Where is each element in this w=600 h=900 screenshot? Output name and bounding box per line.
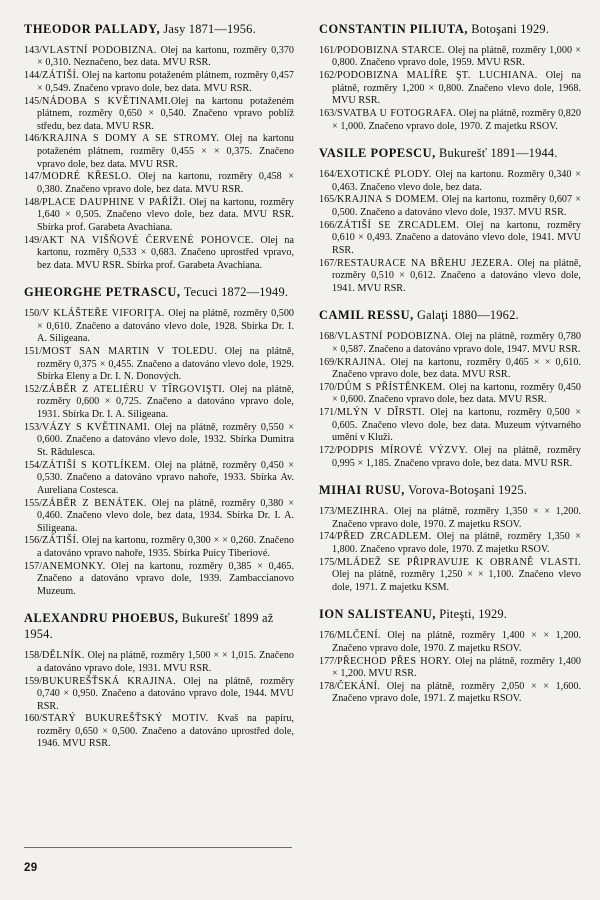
entry-title: MLÁDEŽ SE PŘIPRAVUJE K OBRANĚ VLASTI. [337,556,581,568]
artist-place-dates: Bukurešť 1891—1944. [439,146,558,161]
entry-title: VLASTNÍ PODOBIZNA. [337,331,452,343]
entry-title: MEZIHRA. [337,506,389,518]
catalog-entry [319,681,581,706]
catalog-entry [319,656,581,681]
entry-title: MODRÉ KŘESLO. [42,171,132,183]
entry-description: Olej na plátně, rozměry 0,740 × 0,950. Značeno a datováno vpravo dole, 1944. MVU RSR. [37,675,294,712]
entry-title: PŘECHOD PŘES HORY. [337,655,452,667]
entry-description: Olej na kartonu, rozměry 0,385 × 0,465. Značeno a datováno vpravo dole, 1939. Zambaccianovo Muzeum. [37,560,294,597]
catalog-entry-list [319,169,581,295]
page-number: 29 [24,862,38,874]
artist-place-dates: Galaţi 1880—1962. [416,308,519,323]
entry-title: BUKUREŠŤSKÁ KRAJINA. [42,675,176,687]
catalog-entry [319,258,581,296]
entry-description: Olej na plátně, rozměry 0,780 × 0,587. Značeno a datováno vpravo dole, 1947. MVU RSR. [332,331,581,355]
entry-description: Olej na kartonu. Rozměry 0,340 × 0,463. Značeno vlevo dole, bez data. [332,169,581,193]
catalog-entry [319,382,581,407]
entry-description: Olej na plátně, rozměry 0,820 × 1,000. Značeno vpravo dole, 1970. Z majetku RSOV. [332,108,581,132]
entry-title: ZÁTIŠÍ. [42,535,80,547]
entry-description: Olej na plátně, rozměry 0,500 × 0,610. Značeno a datováno vlevo dole, 1928. Sbírka Dr. I. A. Siligeana. [37,308,294,345]
entry-number: 158/ [24,650,43,662]
entry-description: Olej na kartonu, rozměry 0,607 × 0,500. Značeno a datováno vlevo dole, 1937. MVU RSR. [332,194,582,218]
entry-number: 155/ [24,497,43,509]
entry-number: 174/ [319,531,338,543]
catalog-entry-list [319,506,581,594]
entry-description: Olej na plátně, rozměry 1,400 × × 1,200. Značeno vpravo dole, 1970. Z majetku RSOV. [332,630,581,654]
entry-number: 173/ [319,506,338,518]
artist-place-dates: Botoşani 1929. [471,22,550,36]
entry-description: Olej na plátně, rozměry 0,375 × 0,455. Značeno a datováno vlevo dole, 1929. Sbírka Eleny a Dr. I. N. Donových. [37,345,294,383]
entry-number: 164/ [319,169,338,181]
column-left [24,22,294,751]
footer-rule [24,847,292,848]
entry-title: KRAJINA S DOMEM. [337,194,439,206]
entry-description: Olej na kartonu potaženém plátnem, rozměry 0,650 × 0,540. Značeno vpravo poblíž středu, bez data. MVU RSR. [37,95,294,132]
entry-number: 151/ [24,345,43,357]
entry-title: PODOBIZNA MALÍŘE ŞT. LUCHIANA. [337,70,538,82]
entry-title: RESTAURACE NA BŘEHU JEZERA. [337,257,513,269]
artist-name: VASILE POPESCU, [319,146,436,161]
entry-number: 169/ [319,356,338,368]
artist-heading [319,483,581,499]
entry-number: 150/ [24,308,43,320]
catalog-entry [24,70,294,95]
catalog-entry [24,197,294,235]
catalog-entry-list [24,650,294,751]
entry-description: Olej na plátně, rozměry 0,600 × 0,725. Značeno a datováno vpravo dole, 1931. Sbírka Dr. I. A. Siligeana. [37,383,294,420]
catalog-entry [24,346,294,384]
entry-number: 175/ [319,556,338,568]
entry-number: 148/ [24,196,43,208]
entry-title: DĚLNÍK. [42,650,85,662]
entry-number: 149/ [24,234,43,246]
entry-description: Kvaš na papíru, rozměry 0,650 × 0,500. Značeno a datováno uprostřed dole, 1946. MVU RSR. [37,713,294,750]
entry-title: MOST SAN MARTIN V TOLEDU. [42,345,218,357]
entry-description: Olej na kartonu, rozměry 0,458 × 0,380. Značeno vpravo dole, bez data. MVU RSR. [37,171,294,195]
entry-title: DŮM S PŘÍSTĚNKEM. [337,381,446,393]
catalog-entry [24,171,294,196]
catalog-entry [24,561,294,599]
entry-number: 146/ [24,133,43,145]
artist-block [24,285,294,598]
entry-number: 165/ [319,194,338,206]
entry-title: ZÁTIŠÍ. [42,70,80,82]
entry-title: PODPIS MÍROVÉ VÝZVY. [337,445,468,457]
catalog-entry-list [24,45,294,272]
artist-block [319,607,581,706]
entry-description: Olej na plátně, rozměry 1,350 × 1,800. Značeno vpravo dole, 1970. Z majetku RSOV. [332,531,581,555]
artist-heading [319,146,581,162]
entry-description: Olej na plátně, rozměry 1,200 × 0,800. Značeno vlevo dole, 1968. MVU RSR. [332,70,581,107]
entry-description: Olej na plátně, rozměry 1,350 × × 1,200. Značeno vpravo dole, 1970. Z majetku RSOV. [332,506,581,530]
entry-number: 156/ [24,535,43,547]
entry-title: ZÁBĚR Z ATELIÉRU V TÎRGOVIŞTI. [42,383,225,395]
entry-title: MLČENÍ. [337,630,381,642]
artist-block [319,146,581,295]
entry-title: AKT NA VIŠŇOVÉ ČERVENÉ POHOVCE. [42,234,254,246]
catalog-entry [319,557,581,595]
catalog-entry [319,445,581,470]
artist-place-dates: Jasy 1871—1956. [163,22,256,36]
catalog-entry [24,45,294,70]
entry-title: KRAJINA. [337,356,386,368]
entry-number: 172/ [319,445,338,457]
entry-title: SVATBA U FOTOGRAFA. [337,108,457,120]
entry-title: KRAJINA S DOMY A SE STROMY. [42,133,220,145]
entry-title: ČEKÁNÍ. [337,680,381,692]
catalog-entry [319,531,581,556]
entry-title: VLASTNÍ PODOBIZNA. [42,44,157,56]
artist-name: CAMIL RESSU, [319,308,414,323]
entry-description: Olej na plátně, rozměry 1,500 × × 1,015. Značeno a datováno vpravo dole, 1931. MVU RSR. [37,650,294,674]
artist-heading [24,285,294,301]
entry-number: 144/ [24,70,43,82]
entry-title: ZÁTIŠÍ SE ZRCADLEM. [337,219,460,231]
entry-number: 167/ [319,257,338,269]
entry-number: 163/ [319,108,338,120]
artist-heading [24,22,294,38]
entry-description: Olej na plátně, rozměry 2,050 × × 1,600. Značeno vpravo dole, 1971. Z majetku RSOV. [332,680,581,705]
artist-place-dates: Bukurešť 1899 až 1954. [24,611,274,642]
entry-number: 160/ [24,713,43,725]
entry-number: 145/ [24,95,43,107]
catalog-entry [319,220,581,258]
entry-title: PŘED ZRCADLEM. [337,531,432,543]
catalog-entry-list [319,331,581,470]
catalog-entry-list [319,630,581,706]
entry-number: 147/ [24,171,43,183]
entry-description: Olej na kartonu, rozměry 1,640 × 0,505. Značeno vlevo dole, bez data. MVU RSR. Sbírka prof. Garabeta Avachiana. [37,196,294,233]
catalog-entry-list [24,308,294,598]
artist-name: CONSTANTIN PILIUTA, [319,22,469,36]
entry-description: Olej na kartonu, rozměry 0,450 × 0,600. Značeno vpravo dole, bez data. MVU RSR. [332,381,581,406]
page-footer [24,847,294,874]
entry-description: Olej na kartonu, rozměry 0,465 × × 0,610. Značeno vpravo dole, bez data. MVU RSR. [332,356,581,381]
entry-number: 143/ [24,44,43,56]
column-right [319,22,581,706]
entry-description: Olej na kartonu, rozměry 0,533 × 0,683. Značeno uprostřed vpravo, bez data. MVU RSR. Sbírka prof. Garabeta Avachiana. [37,234,294,271]
artist-name: ION SALISTEANU, [319,607,437,622]
artist-place-dates: Vorova-Botoşani 1925. [408,483,528,498]
catalog-entry [319,357,581,382]
entry-title: MLÝN V DÎRSTI. [337,407,425,419]
entry-description: Olej na kartonu potaženém plátnem, rozměry 0,455 × × 0,375. Značeno vpravo dole, bez data. MVU RSR. [37,133,294,170]
artist-block [319,483,581,594]
entry-description: Olej na plátně, rozměry 0,380 × 0,460. Značeno vlevo dole, bez data, 1934. Sbírka Dr. I. A. Siligeana. [37,497,294,534]
entry-number: 162/ [319,70,338,82]
entry-description: Olej na plátně, rozměry 1,000 × 0,800. Značeno vpravo dole, 1959. MVU RSR. [332,44,581,69]
catalog-entry [319,70,581,108]
artist-name: ALEXANDRU PHOEBUS, [24,611,179,626]
artist-block [24,22,294,272]
entry-number: 170/ [319,381,338,393]
entry-number: 159/ [24,675,43,687]
catalog-entry [24,460,294,498]
entry-number: 154/ [24,459,43,471]
entry-number: 168/ [319,331,338,343]
catalog-entry [319,108,581,133]
artist-block [319,22,581,133]
entry-number: 153/ [24,421,43,433]
artist-heading [24,611,294,643]
catalog-entry [319,331,581,356]
entry-number: 166/ [319,219,338,231]
catalog-entry [319,194,581,219]
entry-description: Olej na plátně, rozměry 1,400 × 1,200. MVU RSR. [332,655,582,680]
two-column-layout [24,22,582,822]
entry-title: PODOBIZNA STARCE. [337,44,445,56]
entry-description: Olej na plátně, rozměry 0,995 × 1,185. Značeno vpravo dole, bez data. MVU RSR. [332,445,581,469]
artist-heading [319,22,581,38]
entry-title: V KLÁŠTEŘE VIFORIŢA. [42,308,165,320]
catalog-entry [24,650,294,675]
entry-title: STARÝ BUKUREŠŤSKÝ MOTIV. [42,713,209,725]
entry-description: Olej na kartonu, rozměry 0,300 × × 0,260. Značeno a datováno vpravo nahoře, 1935. Sbírka Puicy Tiberiové. [37,535,294,559]
entry-title: VÁZY S KVĚTINAMI. [42,421,151,433]
artist-heading [319,308,581,324]
entry-description: Olej na plátně, rozměry 0,450 × 0,530. Značeno a datováno vpravo nahoře, 1933. Sbírka Av. Aureliana Costesca. [37,459,294,496]
catalog-entry [24,96,294,134]
catalog-entry [24,498,294,536]
entry-description: Olej na kartonu, rozměry 0,370 × 0,310. Neznačeno, bez data. MVU RSR. [37,44,294,69]
entry-description: Olej na plátně, rozměry 0,550 × 0,600. Značeno a datováno vlevo dole, 1932. Sbírka Dumitra St. Rădulesca. [37,421,294,458]
catalog-entry [24,133,294,171]
entry-description: Olej na kartonu potaženém plátnem, rozměry 0,457 × 0,549. Značeno vpravo dole, bez data. MVU RSR. [37,70,294,94]
entry-number: 171/ [319,407,338,419]
entry-title: ZÁTIŠÍ S KOTLÍKEM. [42,459,151,471]
entry-title: NÁDOBA S KVĚTINAMI. [42,95,171,107]
entry-description: Olej na plátně, rozměry 0,510 × 0,612. Značeno a datováno vlevo dole, 1941. MVU RSR. [332,257,581,294]
catalog-entry [319,407,581,445]
entry-number: 152/ [24,383,43,395]
catalog-entry [24,235,294,273]
catalog-entry [319,506,581,531]
entry-number: 178/ [319,680,338,692]
catalog-entry [24,535,294,560]
entry-title: PLACE DAUPHINE V PAŘÍŽI. [42,196,186,208]
artist-place-dates: Tecuci 1872—1949. [183,285,289,300]
catalog-entry [24,422,294,460]
artist-block [319,308,581,470]
artist-place-dates: Piteşti, 1929. [439,607,508,622]
artist-name: THEODOR PALLADY, [24,22,161,36]
catalog-entry [24,384,294,422]
catalog-entry-list [319,45,581,133]
entry-description: Olej na kartonu, rozměry 0,500 × 0,605. Značeno vlevo dole, bez data. Muzeum výtvarného umění v Kluži. [332,407,582,444]
entry-number: 161/ [319,44,338,56]
catalog-entry [319,169,581,194]
catalog-entry [24,308,294,346]
artist-name: GHEORGHE PETRASCU, [24,285,181,300]
entry-number: 176/ [319,630,338,642]
entry-description: Olej na plátně, rozměry 1,250 × × 1,100. Značeno vlevo dole, 1971. Z majetku KSM. [332,569,581,593]
artist-heading [319,607,581,623]
entry-title: ZÁBĚR Z BENÁTEK. [42,497,147,509]
artist-block [24,611,294,751]
entry-number: 177/ [319,655,338,667]
catalog-entry [319,45,581,70]
artist-name: MIHAI RUSU, [319,483,405,498]
entry-number: 157/ [24,560,43,572]
catalog-entry [24,676,294,714]
catalog-entry [319,630,581,655]
catalog-entry [24,713,294,751]
entry-description: Olej na kartonu, rozměry 0,610 × 0,493. Značeno a datováno vlevo dole, 1941. MVU RSR. [332,219,581,256]
entry-title: ANEMONKY. [42,560,106,572]
entry-title: EXOTICKÉ PLODY. [337,169,432,181]
